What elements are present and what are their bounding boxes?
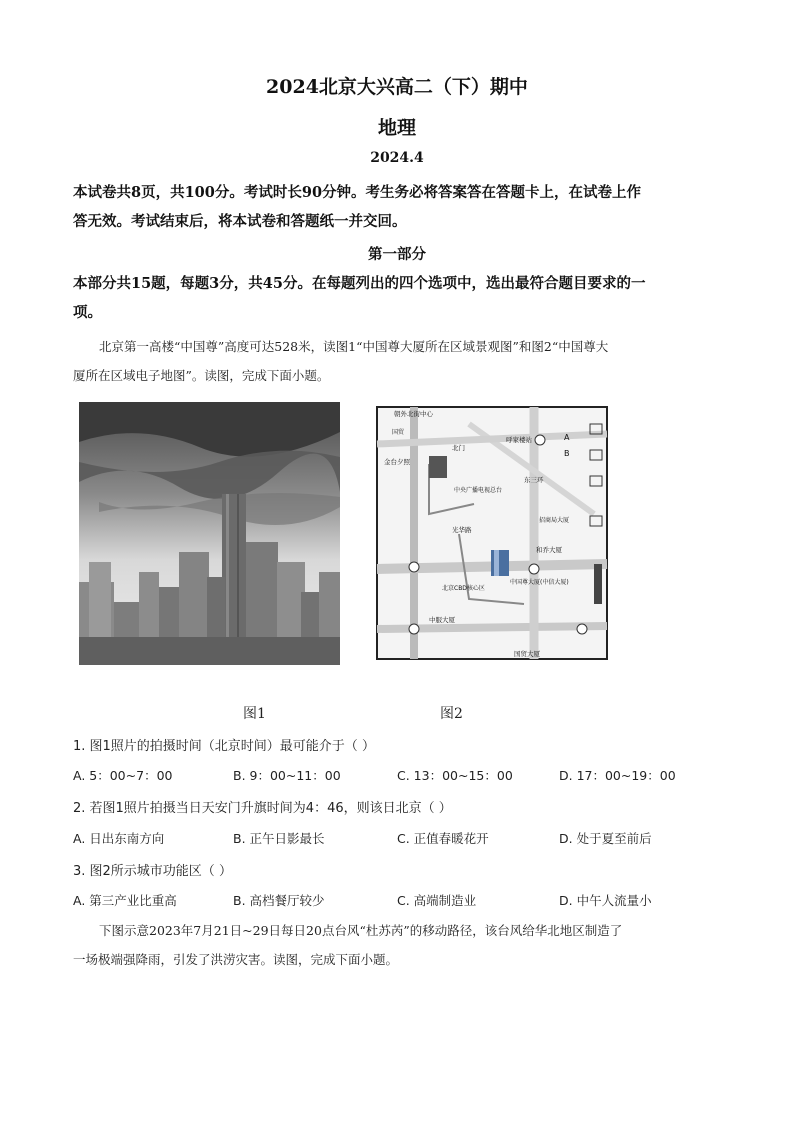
figure-2-caption: 图2	[440, 706, 463, 722]
passage-2	[73, 916, 723, 974]
map-label-10: 和乔大厦	[536, 546, 562, 554]
question-1-stem: 1. 图1照片的拍摄时间（北京时间）最可能介于（ ）	[73, 739, 375, 754]
question-3-option-d[interactable]: D. 中午人流量小	[559, 893, 652, 908]
question-2-option-a[interactable]: A. 日出东南方向	[73, 831, 165, 846]
passage-1	[73, 332, 723, 390]
map-label-13: 中服大厦	[429, 616, 455, 624]
instructions-line-1: 本试卷共8页，共100分。考试时长90分钟。考生务必将答案答在答题卡上，在试卷上作	[73, 184, 642, 201]
subject-title: 地理	[377, 117, 416, 139]
question-1-option-b[interactable]: B. 9：00~11：00	[233, 768, 341, 783]
map-label-5: 呼家楼站	[506, 436, 532, 444]
question-3-stem: 3. 图2所示城市功能区（ ）	[73, 864, 232, 879]
exam-date: 2024.4	[370, 150, 424, 166]
section-desc-line-1: 本部分共15题，每题3分，共45分。在每题列出的四个选项中，选出最符合题目要求的一	[73, 275, 646, 292]
question-2-option-d[interactable]: D. 处于夏至前后	[559, 831, 652, 846]
section-description	[73, 269, 723, 327]
question-1-option-d[interactable]: D. 17：00~19：00	[559, 768, 676, 783]
map-label-11: 北京CBD核心区	[442, 585, 485, 592]
question-2-stem: 2. 若图1照片拍摄当日天安门升旗时间为4：46，则该日北京（ ）	[73, 801, 452, 816]
passage-2-line-1: 下图示意2023年7月21日~29日每日20点台风“杜苏芮”的移动路径，该台风给华北地区制造了	[99, 923, 623, 938]
figure-1-caption: 图1	[243, 706, 266, 722]
map-label-9: 招商局大厦	[539, 517, 570, 524]
figure-2-area-map	[374, 404, 610, 662]
instructions	[73, 178, 723, 236]
instructions-line-2: 答无效。考试结束后，将本试卷和答题纸一并交回。	[73, 213, 407, 230]
question-1-option-a[interactable]: A. 5：00~7：00	[73, 768, 173, 783]
question-3-option-b[interactable]: B. 高档餐厅较少	[233, 893, 325, 908]
question-1-option-c[interactable]: C. 13：00~15：00	[397, 768, 513, 783]
map-label-3: 北门	[452, 444, 465, 452]
map-label-4: 金台夕照	[384, 458, 410, 466]
question-2-option-c[interactable]: C. 正值春暖花开	[397, 831, 489, 846]
question-2-option-b[interactable]: B. 正午日影最长	[233, 831, 325, 846]
exam-title: 2024北京大兴高二（下）期中	[266, 76, 528, 98]
passage-1-line-2: 厦所在区域电子地图”。读图，完成下面小题。	[73, 368, 330, 383]
figure-1-skyline-photo	[79, 402, 340, 665]
question-3-option-a[interactable]: A. 第三产业比重高	[73, 893, 177, 908]
map-label-15: A	[564, 433, 570, 442]
passage-2-line-2: 一场极端强降雨，引发了洪涝灾害。读图，完成下面小题。	[73, 952, 399, 967]
map-label-1: 朝外北街中心	[394, 410, 433, 418]
map-label-12: 中国尊大厦(中信大厦)	[510, 579, 569, 586]
passage-1-line-1: 北京第一高楼“中国尊”高度可达528米，读图1“中国尊大厦所在区域景观图”和图2“中国尊大	[99, 339, 609, 354]
map-label-7: 光华路	[452, 526, 472, 534]
map-label-8: 东三环	[524, 476, 544, 484]
section-desc-line-2: 项。	[73, 304, 102, 321]
map-label-16: B	[564, 449, 570, 458]
map-label-14: 国贸大厦	[514, 650, 540, 658]
question-3-option-c[interactable]: C. 高端制造业	[397, 893, 477, 908]
map-label-2: 国贸	[392, 429, 405, 436]
section-title: 第一部分	[368, 246, 426, 263]
map-label-6: 中央广播电视总台	[454, 487, 503, 494]
